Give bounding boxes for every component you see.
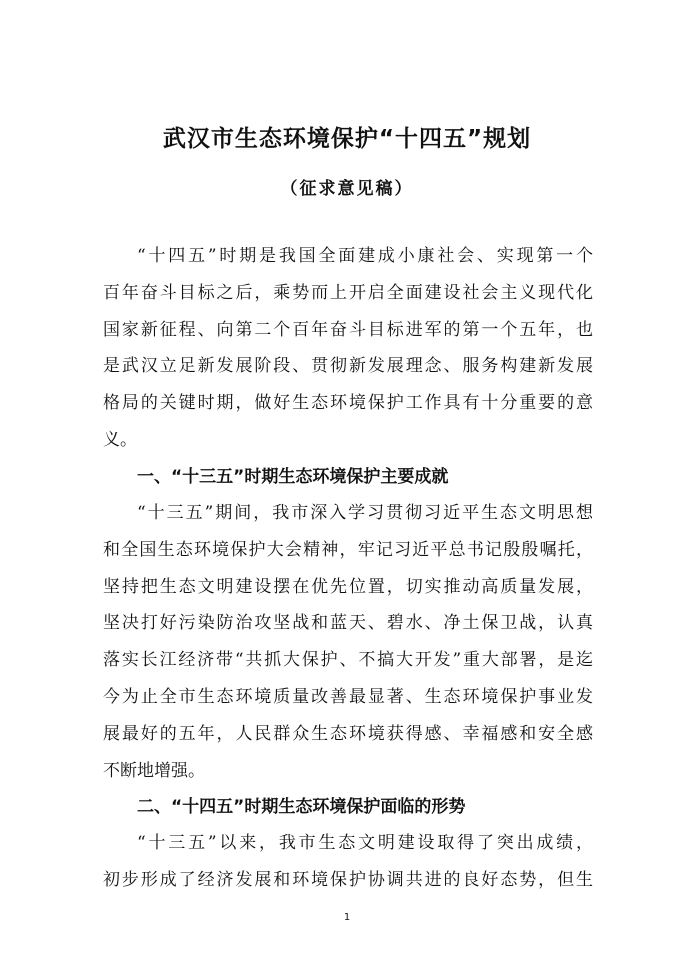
paragraph-line: 国家新征程、向第二个百年奋斗目标进军的第一个五年，也: [103, 319, 593, 340]
page-number: 1: [343, 912, 351, 923]
paragraph-line: 是武汉立足新发展阶段、贯彻新发展理念、服务构建新发展: [103, 356, 593, 377]
paragraph-line: “十三五”期间，我市深入学习贯彻习近平生态文明思想: [137, 503, 593, 523]
paragraph-line: 百年奋斗目标之后，乘势而上开启全面建设社会主义现代化: [103, 282, 593, 303]
paragraph-line: 坚决打好污染防治攻坚战和蓝天、碧水、净土保卫战，认真: [103, 613, 593, 634]
intro-paragraph: [103, 238, 593, 459]
paragraph-line: 不断地增强。: [103, 760, 205, 781]
paragraph-line: 和全国生态环境保护大会精神，牢记习近平总书记殷殷嘱托，: [103, 539, 593, 560]
document-title: 武汉市生态环境保护“十四五”规划: [162, 126, 532, 152]
section-1-paragraph: [103, 495, 593, 789]
paragraph-line: “十四五”时期是我国全面建成小康社会、实现第一个: [137, 246, 593, 266]
paragraph-line: 格局的关键时期，做好生态环境保护工作具有十分重要的意: [103, 393, 593, 414]
section-heading-1: 一、“十三五”时期生态环境保护主要成就: [137, 467, 449, 487]
paragraph-line: 义。: [103, 429, 137, 450]
paragraph-line: 展最好的五年，人民群众生态环境获得感、幸福感和安全感: [103, 723, 593, 744]
section-heading-2: 二、“十四五”时期生态环境保护面临的形势: [137, 797, 466, 817]
section-2-paragraph: [103, 825, 593, 899]
paragraph-line: 坚持把生态文明建设摆在优先位置，切实推动高质量发展，: [103, 576, 593, 597]
paragraph-line: 初步形成了经济发展和环境保护协调共进的良好态势，但生: [103, 869, 593, 890]
document-subtitle: （征求意见稿）: [280, 179, 414, 199]
paragraph-line: “十三五”以来，我市生态文明建设取得了突出成绩，: [137, 833, 593, 853]
paragraph-line: 落实长江经济带“共抓大保护、不搞大开发”重大部署，是迄: [103, 650, 593, 671]
paragraph-line: 今为止全市生态环境质量改善最显著、生态环境保护事业发: [103, 686, 593, 707]
